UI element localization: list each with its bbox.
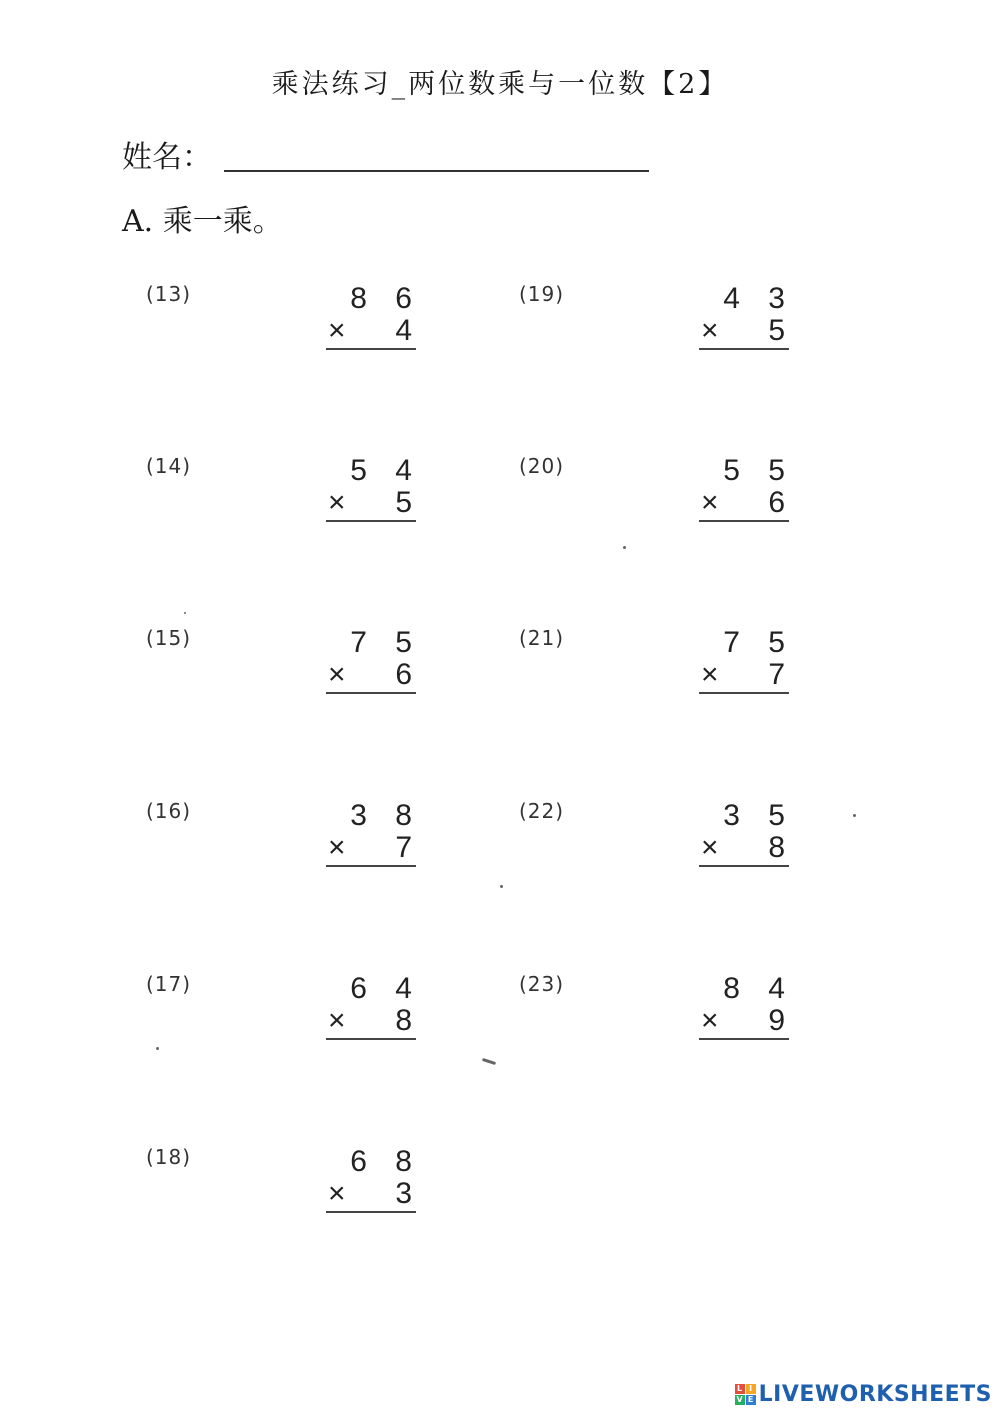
problem-17 (146, 972, 446, 1062)
times-sign: × (701, 314, 719, 347)
logo-letter: E (746, 1395, 756, 1405)
multiplier: 3 (395, 1177, 412, 1210)
multiplier: 4 (395, 314, 412, 347)
liveworksheets-footer (735, 1382, 992, 1407)
answer-line[interactable] (326, 1211, 416, 1213)
times-sign: × (701, 658, 719, 691)
multiplicand: 3 5 (723, 799, 795, 832)
scan-speck (623, 546, 626, 549)
times-sign: × (328, 658, 346, 691)
multiplicand: 8 6 (350, 282, 422, 315)
answer-line[interactable] (699, 692, 789, 694)
problem-number: (13) (146, 282, 192, 306)
vertical-multiplication (699, 282, 795, 352)
problem-number: (22) (519, 799, 565, 823)
problem-18 (146, 1145, 446, 1235)
multiplicand: 7 5 (723, 626, 795, 659)
times-sign: × (328, 314, 346, 347)
name-row (122, 132, 649, 176)
answer-line[interactable] (326, 348, 416, 350)
problem-22 (519, 799, 819, 889)
multiplicand: 7 5 (350, 626, 422, 659)
logo-letter: V (736, 1395, 743, 1404)
problem-14 (146, 454, 446, 544)
vertical-multiplication (326, 972, 422, 1042)
logo-letter: I (746, 1384, 756, 1394)
answer-line[interactable] (699, 520, 789, 522)
multiplicand: 5 5 (723, 454, 795, 487)
times-sign: × (328, 486, 346, 519)
times-sign: × (328, 1004, 346, 1037)
problem-number: (23) (519, 972, 565, 996)
problem-16 (146, 799, 446, 889)
brand-name: LIVEWORKSHEETS (758, 1382, 992, 1407)
multiplier: 8 (768, 831, 785, 864)
scan-speck (853, 814, 856, 817)
problem-19 (519, 282, 819, 372)
problem-21 (519, 626, 819, 716)
multiplicand: 6 4 (350, 972, 422, 1005)
section-heading: A. 乘一乘。 (122, 204, 283, 239)
multiplicand: 4 3 (723, 282, 795, 315)
multiplicand: 5 4 (350, 454, 422, 487)
multiplicand: 8 4 (723, 972, 795, 1005)
multiplier: 7 (395, 831, 412, 864)
times-sign: × (701, 1004, 719, 1037)
name-label: 姓名： (122, 140, 212, 175)
answer-line[interactable] (699, 865, 789, 867)
times-sign: × (701, 831, 719, 864)
vertical-multiplication (326, 626, 422, 696)
multiplier: 9 (768, 1004, 785, 1037)
logo-letter: L (735, 1384, 745, 1394)
multiplier: 6 (395, 658, 412, 691)
answer-line[interactable] (326, 520, 416, 522)
problem-number: (18) (146, 1145, 192, 1169)
problem-number: (17) (146, 972, 192, 996)
problem-number: (15) (146, 626, 192, 650)
answer-line[interactable] (699, 1038, 789, 1040)
problem-13 (146, 282, 446, 372)
answer-line[interactable] (326, 865, 416, 867)
scan-speck (500, 885, 503, 888)
vertical-multiplication (699, 972, 795, 1042)
problem-23 (519, 972, 819, 1062)
vertical-multiplication (699, 626, 795, 696)
scan-speck (184, 612, 186, 614)
problem-number: (14) (146, 454, 192, 478)
worksheet-title: 乘法练习_两位数乘与一位数【2】 (271, 69, 729, 100)
multiplier: 5 (395, 486, 412, 519)
problem-15 (146, 626, 446, 716)
multiplier: 5 (768, 314, 785, 347)
liveworksheets-logo-icon (735, 1384, 756, 1405)
answer-line[interactable] (326, 1038, 416, 1040)
vertical-multiplication (326, 1145, 422, 1215)
problem-number: (19) (519, 282, 565, 306)
problem-20 (519, 454, 819, 544)
problem-number: (16) (146, 799, 192, 823)
times-sign: × (328, 1177, 346, 1210)
problem-number: (21) (519, 626, 565, 650)
scan-speck (482, 1058, 496, 1065)
vertical-multiplication (699, 454, 795, 524)
answer-line[interactable] (326, 692, 416, 694)
vertical-multiplication (326, 799, 422, 869)
multiplier: 6 (768, 486, 785, 519)
vertical-multiplication (699, 799, 795, 869)
problem-number: (20) (519, 454, 565, 478)
vertical-multiplication (326, 454, 422, 524)
multiplicand: 6 8 (350, 1145, 422, 1178)
times-sign: × (701, 486, 719, 519)
vertical-multiplication (326, 282, 422, 352)
scan-speck (156, 1047, 159, 1050)
multiplicand: 3 8 (350, 799, 422, 832)
answer-line[interactable] (699, 348, 789, 350)
name-input-line[interactable] (224, 170, 649, 172)
multiplier: 8 (395, 1004, 412, 1037)
multiplier: 7 (768, 658, 785, 691)
times-sign: × (328, 831, 346, 864)
